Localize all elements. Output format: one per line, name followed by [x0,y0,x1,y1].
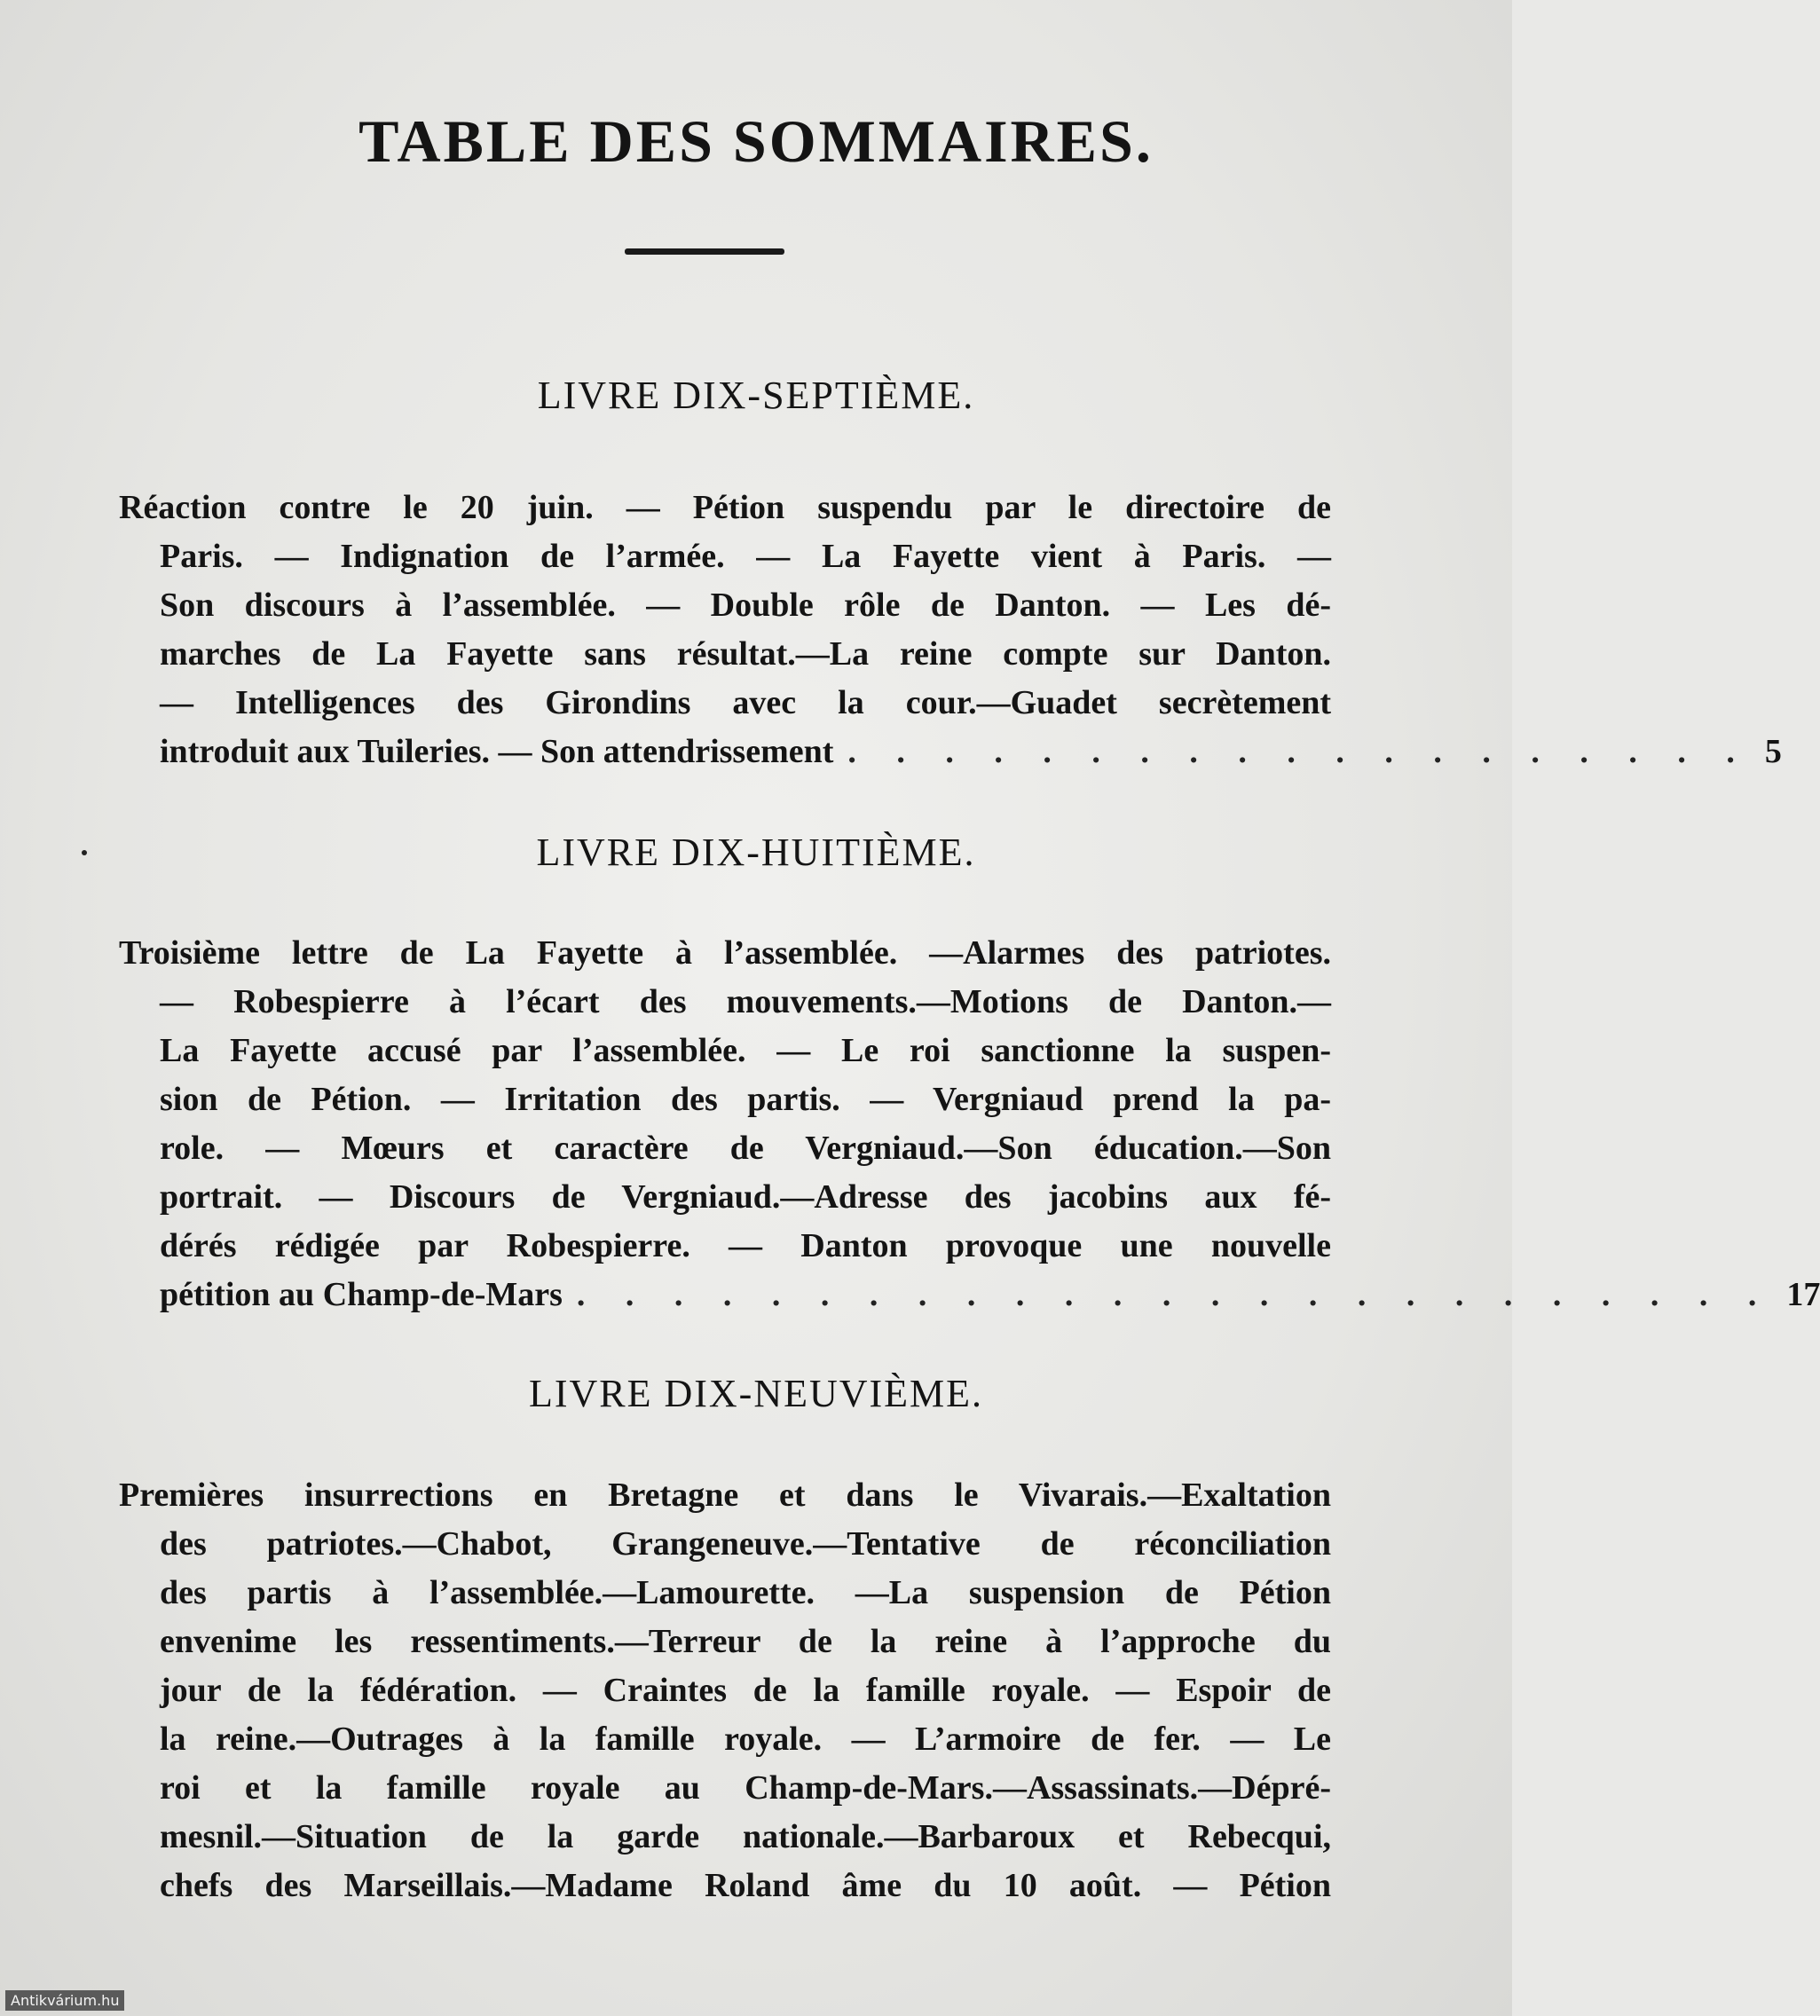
page-number: 17 [1786,1276,1820,1313]
summary-line: La Fayette accusé par l’assemblée. — Le roi sanctionne la suspen- [160,1032,1331,1069]
title-rule [625,248,784,255]
book-summary-18 [119,929,1820,1319]
summary-line: roi et la famille royale au Champ-de-Mars.—Assassinats.—Dépré- [160,1769,1331,1807]
summary-line: marches de La Fayette sans résultat.—La reine compte sur Danton. [160,635,1331,673]
summary-line: Son discours à l’assemblée. — Double rôle de Danton. — Les dé- [160,587,1331,624]
summary-line: portrait. — Discours de Vergniaud.—Adresse des jacobins aux fé- [160,1178,1331,1216]
summary-line: Paris. — Indignation de l’armée. — La Fayette vient à Paris. — [160,538,1331,575]
page-title: TABLE DES SOMMAIRES. [358,107,1154,175]
watermark: Antikvárium.hu [5,1990,124,2011]
summary-line: dérés rédigée par Robespierre. — Danton provoque une nouvelle [160,1227,1331,1264]
book-heading-18: LIVRE DIX-HUITIÈME. [536,831,976,874]
summary-line: jour de la fédération. — Craintes de la famille royale. — Espoir de [160,1672,1331,1709]
leader-dots: . . . . . . . . . . . . . . . . . . . [847,733,1751,770]
leader-dots: . . . . . . . . . . . . . . . . . . . . . . . . . [576,1276,1773,1313]
summary-line-with-page [119,728,1782,776]
summary-line: Troisième lettre de La Fayette à l’assemblée. —Alarmes des patriotes. [119,934,1331,972]
summary-line: Premières insurrections en Bretagne et dans le Vivarais.—Exaltation [119,1477,1331,1514]
summary-line: des partis à l’assemblée.—Lamourette. —La suspension de Pétion [160,1574,1331,1611]
summary-line-text: pétition au Champ-de-Mars [160,1276,563,1313]
summary-line: sion de Pétion. — Irritation des partis. — Vergniaud prend la pa- [160,1081,1331,1118]
summary-line: — Robespierre à l’écart des mouvements.—Motions de Danton.— [160,983,1331,1020]
summary-line: des patriotes.—Chabot, Grangeneuve.—Tentative de réconciliation [160,1525,1331,1563]
summary-line: chefs des Marseillais.—Madame Roland âme du 10 août. — Pétion [160,1867,1331,1904]
summary-line: role. — Mœurs et caractère de Vergniaud.—Son éducation.—Son [160,1130,1331,1167]
summary-line: Réaction contre le 20 juin. — Pétion suspendu par le directoire de [119,489,1331,526]
summary-line: la reine.—Outrages à la famille royale. — L’armoire de fer. — Le [160,1721,1331,1758]
summary-line-text: introduit aux Tuileries. — Son attendrissement [160,733,834,770]
book-summary-17 [119,484,1782,776]
book-heading-17: LIVRE DIX-SEPTIÈME. [537,374,975,417]
summary-line-with-page [119,1271,1820,1319]
summary-line: mesnil.—Situation de la garde nationale.—Barbaroux et Rebecqui, [160,1818,1331,1855]
summary-line: — Intelligences des Girondins avec la cour.—Guadet secrètement [160,684,1331,721]
page-number: 5 [1764,733,1782,770]
book-heading-19: LIVRE DIX-NEUVIÈME. [528,1372,984,1415]
book-summary-19 [119,1471,1331,1910]
summary-line: envenime les ressentiments.—Terreur de la reine à l’approche du [160,1623,1331,1660]
